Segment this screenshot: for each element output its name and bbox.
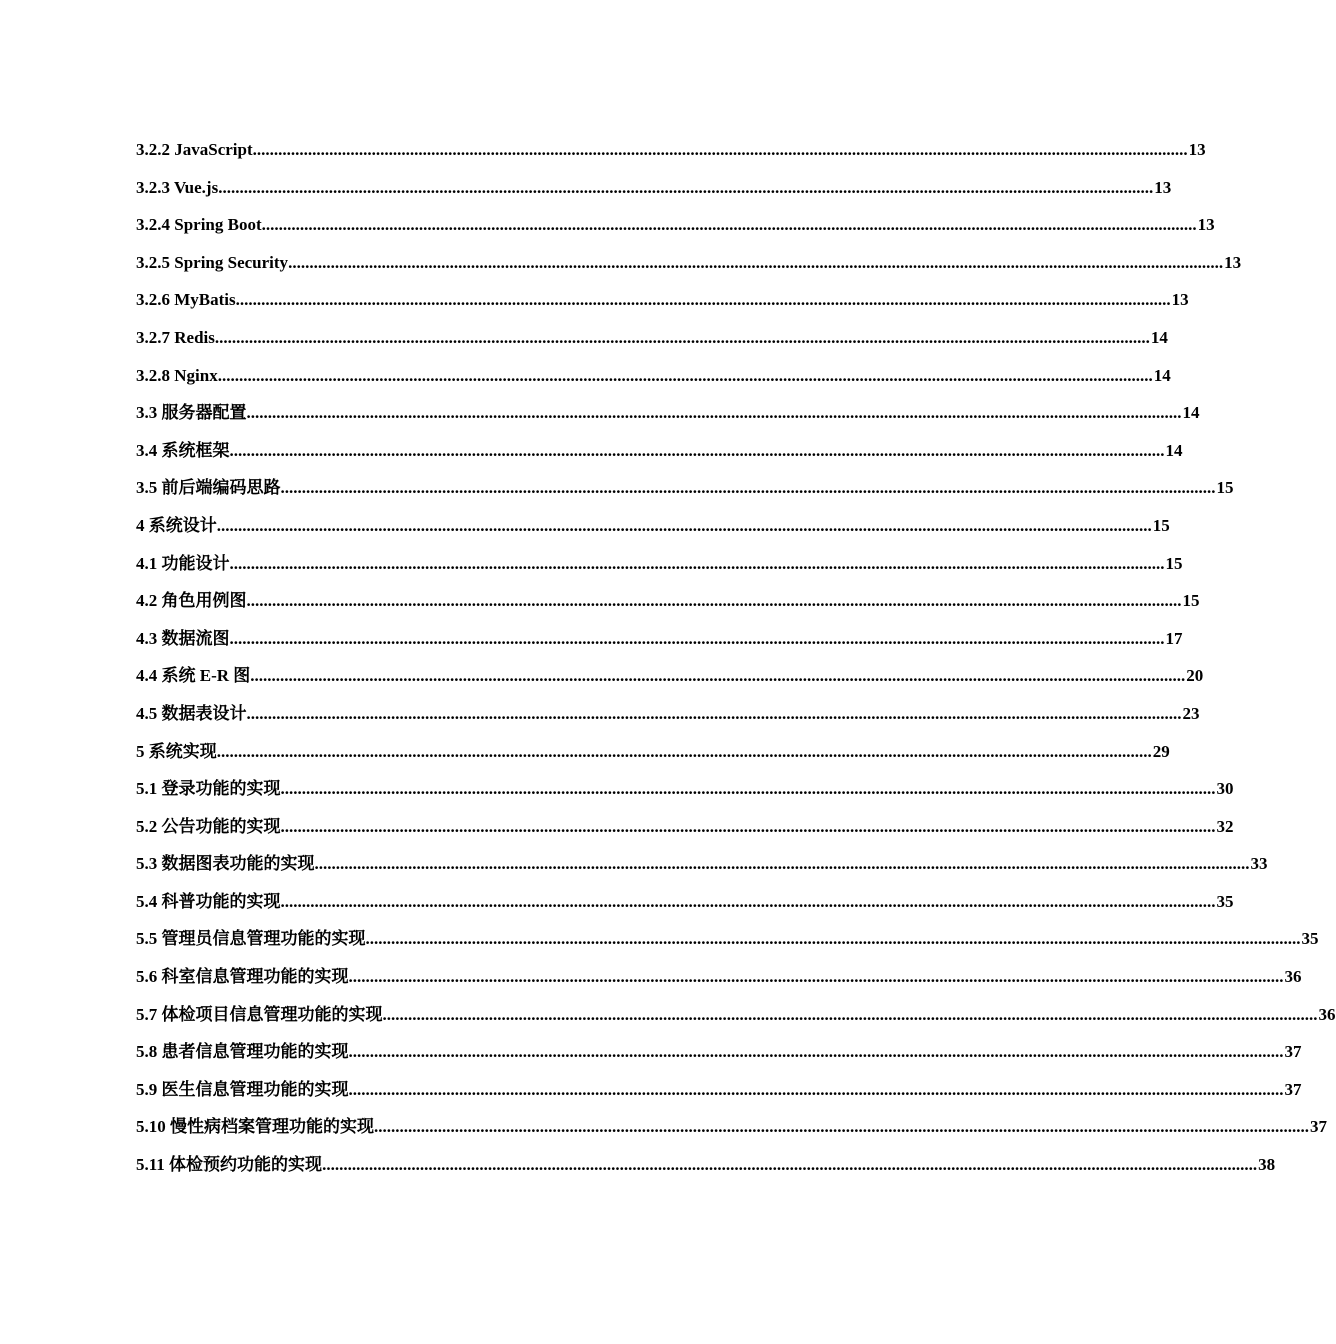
toc-entry-page: 35 <box>1301 929 1319 949</box>
toc-entry-title: 3.5 前后端编码思路 <box>136 478 281 498</box>
toc-leader-dots: ............................................................................................................................................................................................................................ <box>216 741 1152 761</box>
toc-entry[interactable] <box>136 1146 1276 1184</box>
toc-leader-dots: ............................................................................................................................................................................................................................ <box>280 816 1216 836</box>
toc-leader-dots: ............................................................................................................................................................................................................................ <box>217 365 1153 385</box>
toc-entry-page: 20 <box>1186 666 1204 686</box>
toc-entry[interactable] <box>136 469 1234 507</box>
toc-entry-title: 3.2.3 Vue.js <box>136 177 219 197</box>
toc-entry-title: 3.4 系统框架 <box>136 440 230 460</box>
toc-entry[interactable] <box>136 845 1268 883</box>
toc-leader-dots: ............................................................................................................................................................................................................................ <box>214 327 1150 347</box>
toc-entry[interactable] <box>136 920 1319 958</box>
toc-entry-title: 5 系统实现 <box>136 741 217 761</box>
toc-entry[interactable] <box>136 657 1204 695</box>
toc-entry-title: 5.11 体检预约功能的实现 <box>136 1155 323 1175</box>
toc-entry[interactable] <box>136 432 1183 470</box>
toc-entry-title: 4.1 功能设计 <box>136 553 230 573</box>
toc-entry[interactable] <box>136 357 1171 395</box>
toc-entry-title: 3.2.7 Redis <box>136 327 215 347</box>
toc-entry-title: 5.6 科室信息管理功能的实现 <box>136 967 349 987</box>
toc-entry-page: 13 <box>1171 290 1189 310</box>
toc-entry[interactable] <box>136 545 1183 583</box>
toc-entry-title: 5.10 慢性病档案管理功能的实现 <box>136 1117 374 1137</box>
toc-entry-page: 14 <box>1153 365 1171 385</box>
toc-leader-dots: ............................................................................................................................................................................................................................ <box>348 1042 1284 1062</box>
toc-entry-title: 4.2 角色用例图 <box>136 591 247 611</box>
toc-entry-title: 3.3 服务器配置 <box>136 403 247 423</box>
toc-entry[interactable] <box>136 883 1234 921</box>
toc-entry-page: 13 <box>1188 140 1206 159</box>
toc-leader-dots: ............................................................................................................................................................................................................................ <box>246 703 1182 723</box>
toc-entry[interactable] <box>136 206 1215 244</box>
toc-leader-dots: ............................................................................................................................................................................................................................ <box>229 440 1165 460</box>
toc-leader-dots: ............................................................................................................................................................................................................................ <box>322 1155 1258 1175</box>
toc-entry-page: 14 <box>1150 327 1168 347</box>
toc-entry-page: 29 <box>1152 741 1170 761</box>
toc-entry[interactable] <box>136 770 1234 808</box>
toc-entry-page: 13 <box>1224 252 1242 272</box>
toc-entry[interactable] <box>136 131 1206 169</box>
toc-leader-dots: ............................................................................................................................................................................................................................ <box>365 929 1301 949</box>
toc-leader-dots: ............................................................................................................................................................................................................................ <box>288 252 1224 272</box>
toc-entry-page: 33 <box>1250 854 1268 874</box>
toc-entry[interactable] <box>136 244 1242 282</box>
toc-entry-title: 5.1 登录功能的实现 <box>136 779 281 799</box>
toc-entry-title: 5.7 体检项目信息管理功能的实现 <box>136 1004 383 1024</box>
toc-entry[interactable] <box>136 808 1234 846</box>
toc-leader-dots: ............................................................................................................................................................................................................................ <box>218 177 1154 197</box>
toc-entry-title: 3.2.6 MyBatis <box>136 290 236 310</box>
table-of-contents <box>136 131 1336 1184</box>
toc-entry-page: 36 <box>1284 967 1302 987</box>
toc-entry-page: 14 <box>1182 403 1200 423</box>
toc-leader-dots: ............................................................................................................................................................................................................................ <box>374 1117 1309 1137</box>
toc-entry[interactable] <box>136 169 1172 207</box>
toc-entry[interactable] <box>136 1108 1327 1146</box>
toc-leader-dots: ............................................................................................................................................................................................................................ <box>229 628 1165 648</box>
toc-leader-dots: ............................................................................................................................................................................................................................ <box>246 403 1182 423</box>
toc-entry[interactable] <box>136 1033 1302 1071</box>
toc-entry-page: 30 <box>1216 779 1234 799</box>
toc-entry-title: 4.5 数据表设计 <box>136 703 247 723</box>
toc-leader-dots: ............................................................................................................................................................................................................................ <box>250 666 1186 686</box>
toc-leader-dots: ............................................................................................................................................................................................................................ <box>280 891 1216 911</box>
toc-entry-page: 35 <box>1216 891 1234 911</box>
toc-entry-title: 3.2.4 Spring Boot <box>136 215 262 235</box>
toc-entry-title: 3.2.2 JavaScript <box>136 140 253 159</box>
toc-entry-page: 15 <box>1216 478 1234 498</box>
toc-entry[interactable] <box>136 582 1200 620</box>
toc-entry-page: 14 <box>1165 440 1183 460</box>
toc-leader-dots: ............................................................................................................................................................................................................................ <box>280 478 1216 498</box>
toc-entry[interactable] <box>136 695 1200 733</box>
toc-leader-dots: ............................................................................................................................................................................................................................ <box>261 215 1197 235</box>
toc-entry-page: 36 <box>1318 1004 1336 1024</box>
toc-entry-title: 5.8 患者信息管理功能的实现 <box>136 1042 349 1062</box>
toc-leader-dots: ............................................................................................................................................................................................................................ <box>348 967 1284 987</box>
toc-leader-dots: ............................................................................................................................................................................................................................ <box>252 140 1188 159</box>
toc-entry-title: 4 系统设计 <box>136 515 217 535</box>
toc-entry-page: 15 <box>1152 515 1170 535</box>
toc-leader-dots: ............................................................................................................................................................................................................................ <box>382 1004 1318 1024</box>
toc-entry[interactable] <box>136 507 1170 545</box>
toc-entry-page: 37 <box>1284 1042 1302 1062</box>
toc-entry[interactable] <box>136 394 1200 432</box>
toc-entry[interactable] <box>136 319 1168 357</box>
toc-entry-page: 13 <box>1154 177 1172 197</box>
toc-leader-dots: ............................................................................................................................................................................................................................ <box>216 515 1152 535</box>
toc-entry-page: 15 <box>1182 591 1200 611</box>
toc-entry-page: 38 <box>1258 1155 1276 1175</box>
toc-entry-title: 4.3 数据流图 <box>136 628 230 648</box>
toc-leader-dots: ............................................................................................................................................................................................................................ <box>229 553 1165 573</box>
toc-leader-dots: ............................................................................................................................................................................................................................ <box>280 779 1216 799</box>
toc-entry-page: 17 <box>1165 628 1183 648</box>
toc-entry-title: 3.2.8 Nginx <box>136 365 218 385</box>
toc-entry-page: 37 <box>1310 1117 1327 1137</box>
toc-entry[interactable] <box>136 996 1336 1034</box>
toc-entry-title: 5.2 公告功能的实现 <box>136 816 281 836</box>
toc-leader-dots: ............................................................................................................................................................................................................................ <box>314 854 1250 874</box>
toc-entry-title: 3.2.5 Spring Security <box>136 252 289 272</box>
toc-entry[interactable] <box>136 958 1302 996</box>
toc-entry-page: 37 <box>1284 1079 1302 1099</box>
toc-entry-title: 5.3 数据图表功能的实现 <box>136 854 315 874</box>
toc-entry-page: 15 <box>1165 553 1183 573</box>
toc-entry[interactable] <box>136 620 1183 658</box>
toc-leader-dots: ............................................................................................................................................................................................................................ <box>348 1079 1284 1099</box>
toc-entry-title: 5.5 管理员信息管理功能的实现 <box>136 929 366 949</box>
toc-leader-dots: ............................................................................................................................................................................................................................ <box>246 591 1182 611</box>
toc-entry-title: 5.4 科普功能的实现 <box>136 891 281 911</box>
toc-entry-page: 13 <box>1197 215 1215 235</box>
toc-entry-title: 5.9 医生信息管理功能的实现 <box>136 1079 349 1099</box>
toc-entry[interactable] <box>136 281 1189 319</box>
toc-entry-page: 23 <box>1182 703 1200 723</box>
toc-leader-dots: ............................................................................................................................................................................................................................ <box>235 290 1171 310</box>
toc-entry[interactable] <box>136 733 1170 771</box>
toc-entry-title: 4.4 系统 E-R 图 <box>136 666 251 686</box>
toc-entry[interactable] <box>136 1071 1302 1109</box>
toc-entry-page: 32 <box>1216 816 1234 836</box>
